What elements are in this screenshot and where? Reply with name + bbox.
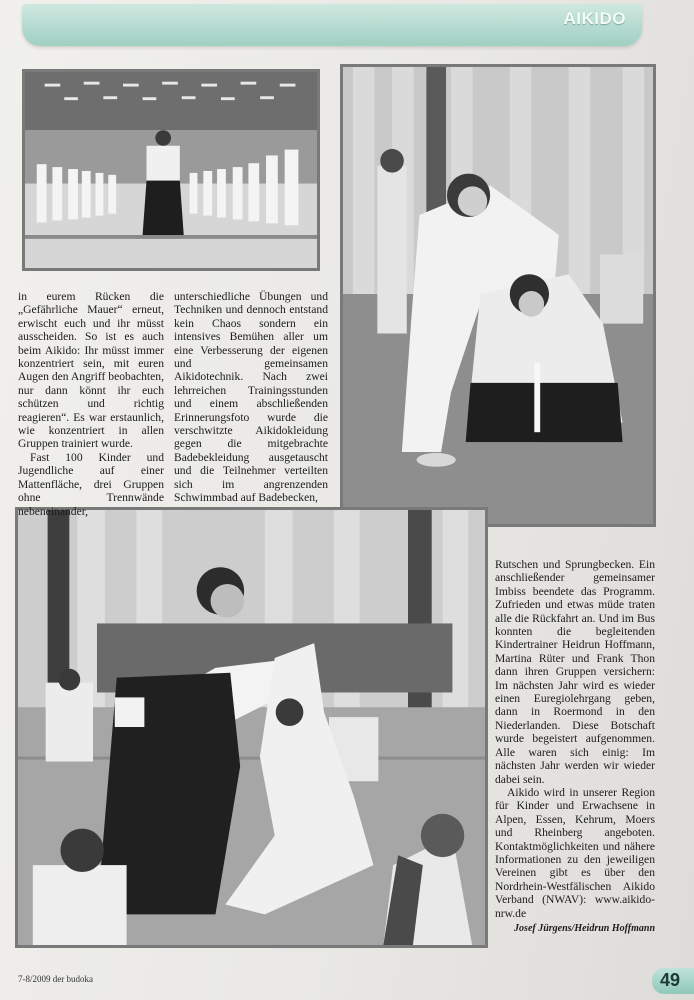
page-number-badge: [652, 968, 694, 994]
paragraph: Rutschen und Sprungbecken. Ein anschließender gemeinsamer Imbiss beendete das Programm. Zufrieden und etwas müde traten alle die Rückfahrt an. Und im Bus konnten die begleitenden Kindertrainer Heidrun Hoffmann, Martina Rüter und Frank Thon dann ihren Gruppen versichern: Im nächsten Jahr wird es wieder einen Euregiolehrgang geben, dann in Roermond in den Niederlanden. Diese Botschaft wurde begeistert aufgenommen. Alle waren sich einig: Im nächsten Jahr werden wir wieder dabei sein.: [495, 558, 655, 786]
paragraph: unterschiedliche Übungen und Techniken und dennoch entstand kein Chaos sondern ein intensives Bemühen aller um eine Verbesserung der eigenen und gemeinsamen Aikidotechnik. Nach zwei lehrreichen Trainingsstunden und einem abschließenden Erinnerungsfoto wurde die verschwitzte Aikidokleidung gegen die mitgebrachte Badebekleidung ausgetauscht und die Teilnehmer verteilten sich im angrenzenden Schwimmbad auf Badebecken,: [174, 290, 328, 505]
article-column-2: [174, 290, 328, 505]
article-column-1: [18, 290, 164, 518]
section-label: AIKIDO: [563, 9, 626, 28]
paragraph: Fast 100 Kinder und Jugendliche auf einer Mattenfläche, drei Gruppen ohne Trennwände nebeneinander,: [18, 450, 164, 518]
author-byline: Josef Jürgens/Heidrun Hoffmann: [514, 922, 655, 934]
section-header-bar: [22, 4, 642, 46]
children-technique-photo: [340, 64, 656, 527]
article-column-3: [495, 558, 655, 935]
dojo-overview-photo: [22, 69, 320, 271]
page-number: 49: [660, 970, 681, 990]
paragraph: Aikido wird in unserer Region für Kinder und Erwachsene in Alpen, Essen, Kehrum, Moers und Rheinberg angeboten. Kontaktmöglichkeiten und nähere Informationen zu den jeweiligen Vereinen gibt es über den Nordrhein-Westfälischen Aikido Verband (NWAV): www.aikido-nrw.de: [495, 785, 655, 920]
trainer-demonstration-photo: [15, 507, 488, 948]
paragraph: in eurem Rücken die „Gefährliche Mauer“ erneut, erwischt euch und ihr müsst ausscheiden. So ist es auch beim Aikido: Ihr müsst immer konzentriert sein, mit euren Augen den Angriff beobachten, nur dann könnt ihr euch schützen und richtig reagieren“. Es war erstaunlich, wie konzentriert in allen Gruppen trainiert wurde.: [18, 290, 164, 451]
issue-info: 7-8/2009 der budoka: [18, 974, 93, 984]
